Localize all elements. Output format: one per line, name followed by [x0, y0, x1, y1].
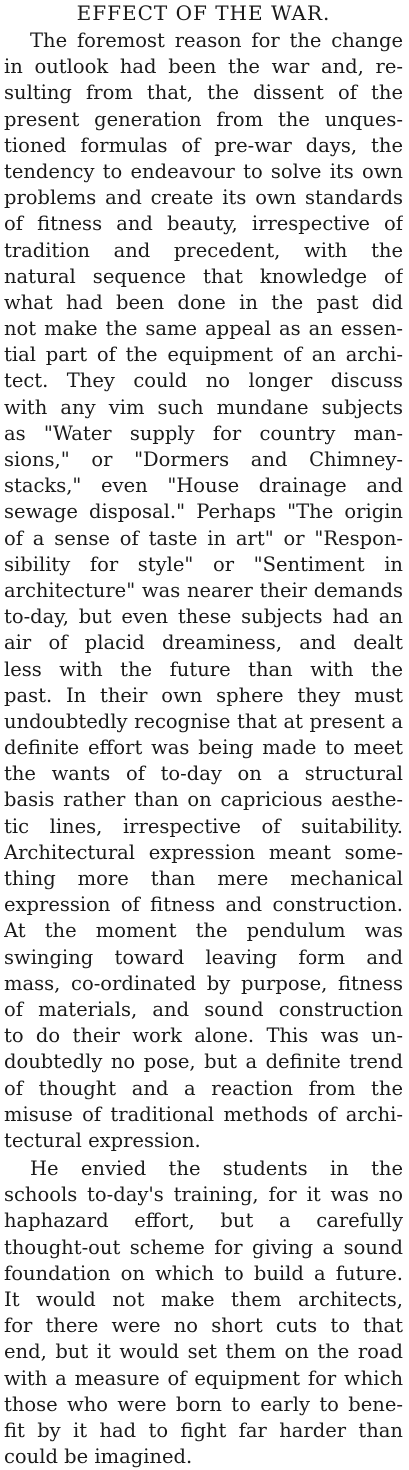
text-line: could be imagined. — [4, 1445, 193, 1469]
text-line: undoubtedly recognise that at present a — [4, 709, 403, 733]
article-paragraph-1 — [4, 28, 403, 1154]
text-line: to-day, but even these subjects had an — [4, 605, 403, 629]
text-line: thing more than mere mechanical — [4, 867, 403, 890]
text-line: in outlook had been the war and, re- — [4, 55, 403, 79]
text-line: misuse of traditional methods of archi- — [4, 1102, 403, 1126]
text-line: of a sense of taste in art" or "Respon- — [4, 526, 403, 550]
text-line: the wants of to-day on a structural — [4, 762, 403, 786]
article-heading: EFFECT OF THE WAR. — [76, 2, 331, 25]
text-line: tendency to endeavour to solve its own — [4, 159, 403, 183]
text-line: less with the future than with the — [4, 657, 403, 681]
text-line: fit by it had to fight far harder than — [4, 1418, 403, 1442]
text-line: to do their work alone. This was un- — [4, 1024, 403, 1048]
text-line: end, but it would set them on the road — [4, 1340, 403, 1364]
text-line: natural sequence that knowledge of — [4, 264, 403, 288]
text-line: sulting from that, the dissent of the — [4, 81, 403, 105]
text-line: foundation on which to build a future. — [4, 1261, 403, 1285]
article-paragraph-2 — [4, 1156, 403, 1470]
text-line: sions," or "Dormers and Chimney- — [4, 448, 403, 471]
text-line: tial part of the equipment of an archi- — [4, 343, 403, 367]
text-line: what had been done in the past did — [4, 290, 403, 314]
text-line: of fitness and beauty, irrespective of — [4, 212, 403, 236]
text-line: definite effort was being made to meet — [4, 736, 403, 760]
text-line: air of placid dreaminess, and dealt — [4, 631, 403, 655]
text-line: expression of fitness and construction. — [4, 893, 403, 917]
text-line: for there were no short cuts to that — [4, 1314, 403, 1338]
text-line: haphazard effort, but a carefully — [4, 1209, 403, 1233]
text-line: sibility for style" or "Sentiment in — [4, 552, 403, 576]
text-line: tradition and precedent, with the — [4, 238, 403, 262]
text-line: of materials, and sound construction — [4, 997, 403, 1021]
text-line: doubtedly no pose, but a definite trend — [4, 1050, 403, 1074]
text-line: those who were born to early to bene- — [4, 1392, 403, 1416]
text-line: tic lines, irrespective of suitability. — [4, 814, 403, 838]
text-line: stacks," even "House drainage and — [4, 474, 403, 498]
text-line: as "Water supply for country man- — [4, 421, 403, 445]
text-line: past. In their own sphere they must — [4, 683, 403, 707]
text-line: tectural expression. — [4, 1128, 201, 1152]
text-line: basis rather than on capricious aesthe- — [4, 788, 403, 812]
text-line: tect. They could no longer discuss — [4, 369, 403, 393]
text-line: with any vim such mundane subjects — [4, 395, 403, 419]
text-line: tioned formulas of pre-war days, the — [4, 133, 403, 157]
text-line: Architectural expression meant some- — [4, 840, 403, 864]
text-line: of thought and a reaction from the — [4, 1076, 403, 1100]
text-line: swinging toward leaving form and — [4, 945, 403, 969]
text-line: schools to-day's training, for it was no — [4, 1183, 403, 1207]
text-line: thought-out scheme for giving a sound — [4, 1235, 403, 1259]
text-line: It would not make them architects, — [4, 1288, 403, 1311]
text-line: sewage disposal." Perhaps "The origin — [4, 500, 403, 524]
text-line: The foremost reason for the change — [30, 29, 403, 52]
text-line: problems and create its own standards — [4, 186, 403, 210]
text-line: He envied the students in the — [30, 1157, 403, 1181]
text-line: architecture" was nearer their demands — [4, 578, 403, 602]
text-line: with a measure of equipment for which — [4, 1366, 403, 1390]
text-line: present generation from the unques- — [4, 107, 403, 131]
text-line: not make the same appeal as an essen- — [4, 317, 403, 341]
text-line: At the moment the pendulum was — [4, 919, 403, 943]
text-line: mass, co-ordinated by purpose, fitness — [4, 971, 403, 995]
